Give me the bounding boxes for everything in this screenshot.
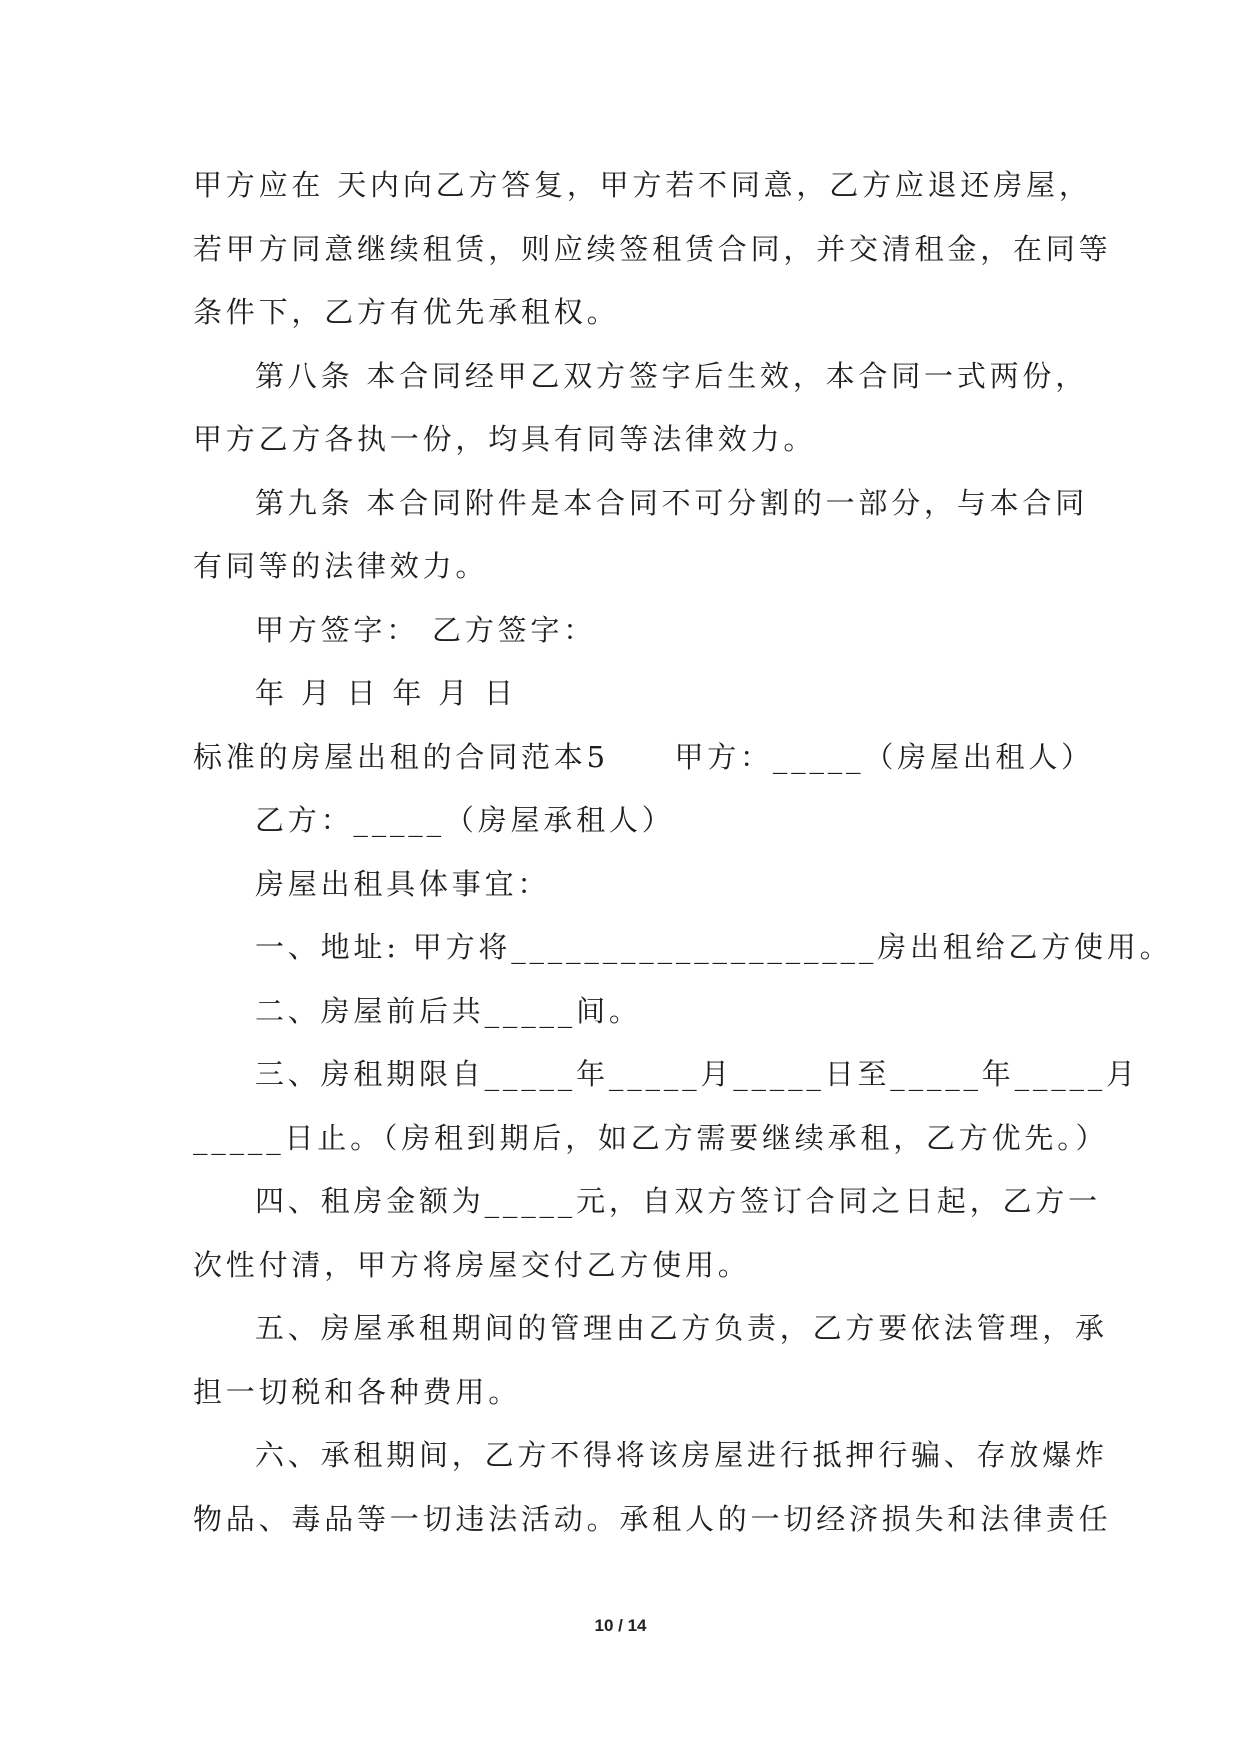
text-line: 甲方应在 天内向乙方答复，甲方若不同意，乙方应退还房屋，: [193, 168, 1092, 202]
clause-1-line: 一、地址: 甲方将____________________房出租给乙方使用。: [255, 930, 1173, 964]
clause-2-line: 二、房屋前后共_____间。: [255, 994, 642, 1028]
party-b-line: 乙方：_____（房屋承租人）: [255, 803, 675, 837]
section-heading: 房屋出租具体事宜：: [255, 867, 551, 901]
article-8-line: 第八条 本合同经甲乙双方签字后生效，本合同一式两份，: [255, 359, 1089, 393]
text-line: 担一切税和各种费用。: [193, 1375, 522, 1409]
clause-5-line: 五、房屋承租期间的管理由乙方负责，乙方要依法管理，承: [255, 1311, 1108, 1345]
signature-line: 甲方签字： 乙方签字：: [255, 613, 597, 647]
clause-3-line: 三、房租期限自_____年_____月_____日至_____年_____月: [255, 1057, 1139, 1091]
date-line: 年 月 日 年 月 日: [255, 676, 517, 710]
clause-4-line: 四、租房金额为_____元，自双方签订合同之日起，乙方一: [255, 1184, 1101, 1218]
article-9-line: 第九条 本合同附件是本合同不可分割的一部分，与本合同: [255, 486, 1089, 520]
clause-6-line: 六、承租期间，乙方不得将该房屋进行抵押行骗、存放爆炸: [255, 1438, 1108, 1472]
text-line: 若甲方同意继续租赁，则应续签租赁合同，并交清租金，在同等: [193, 232, 1112, 266]
page-number: 10 / 14: [594, 1616, 647, 1635]
text-line: 物品、毒品等一切违法活动。承租人的一切经济损失和法律责任: [193, 1502, 1112, 1536]
text-line: 条件下，乙方有优先承租权。: [193, 295, 620, 329]
text-line: 次性付清，甲方将房屋交付乙方使用。: [193, 1248, 751, 1282]
text-line: 甲方乙方各执一份，均具有同等法律效力。: [193, 422, 817, 456]
text-line: 有同等的法律效力。: [193, 549, 489, 583]
text-line: _____日止。（房租到期后，如乙方需要继续承租，乙方优先。）: [193, 1121, 1109, 1155]
contract-title-line: 标准的房屋出租的合同范本5 甲方：_____（房屋出租人）: [193, 740, 1094, 774]
